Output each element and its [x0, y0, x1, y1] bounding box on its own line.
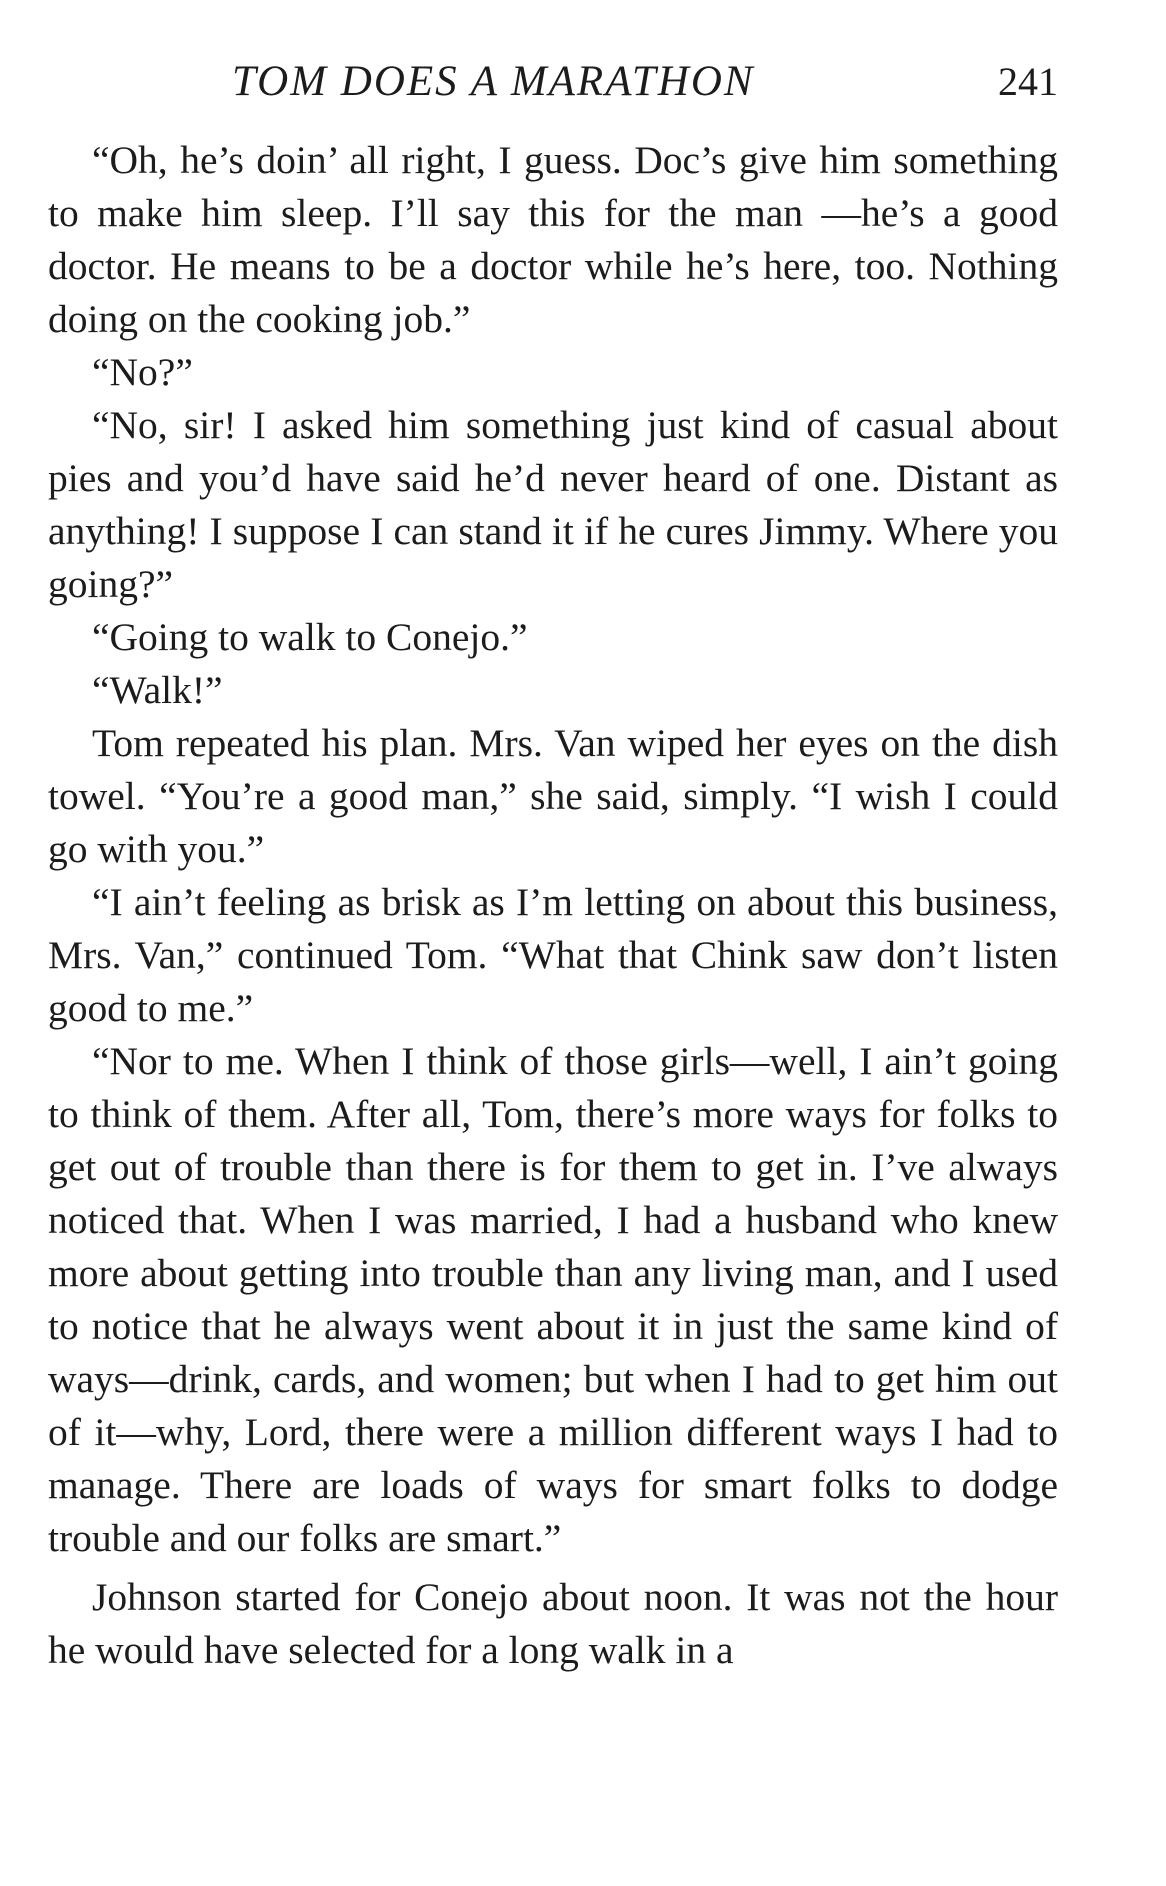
paragraph: “Oh, he’s doin’ all right, I guess. Doc’s give him something to make him sleep. I’ll say this for the man —he’s a good doctor. He means to be a doctor while he’s here, too. Nothing doing on the cooking job.”: [48, 138, 1058, 341]
page-number: 241: [998, 59, 1058, 104]
running-title: TOM DOES A MARATHON: [232, 58, 755, 105]
body-text: [48, 134, 1058, 1677]
running-head: [232, 52, 1058, 112]
paragraph: “No, sir! I asked him something just kind of casual about pies and you’d have said he’d never heard of one. Distant as anything! I suppose I can stand it if he cures Jimmy. Where you going?”: [48, 403, 1058, 606]
paragraph: Tom repeated his plan. Mrs. Van wiped her eyes on the dish towel. “You’re a good man,” she said, simply. “I wish I could go with you.”: [48, 721, 1058, 871]
paragraph: “Going to walk to Conejo.”: [92, 615, 528, 659]
paragraph: “Nor to me. When I think of those girls—well, I ain’t going to think of them. After all, Tom, there’s more ways for folks to get out of trouble than there is for them to get in. I’ve always noticed that. When I was married, I had a husband who knew more about getting into trouble than any living man, and I used to notice that he always went about it in just the same kind of ways—drink, cards, and women; but when I had to get him out of it—why, Lord, there were a million different ways I had to manage. There are loads of ways for smart folks to dodge trouble and our folks are smart.”: [48, 1039, 1058, 1560]
paragraph: “Walk!”: [92, 668, 223, 712]
paragraph: Johnson started for Conejo about noon. It was not the hour he would have selected for a long walk in a: [48, 1575, 1058, 1672]
paragraph: “I ain’t feeling as brisk as I’m letting on about this business, Mrs. Van,” continued Tom. “What that Chink saw don’t listen good to me.”: [48, 880, 1058, 1030]
paragraph: “No?”: [92, 350, 193, 394]
